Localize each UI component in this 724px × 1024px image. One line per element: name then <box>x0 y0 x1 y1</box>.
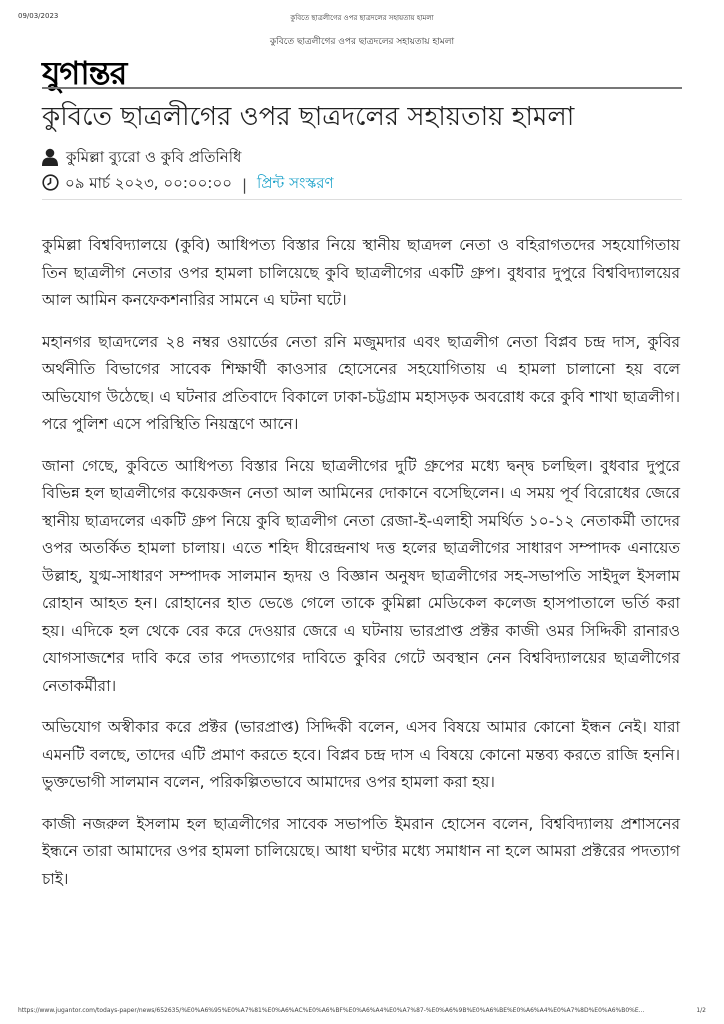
print-edition-link[interactable]: প্রিন্ট সংস্করণ <box>257 174 334 192</box>
article-paragraph: অভিযোগ অস্বীকার করে প্রক্টর (ভারপ্রাপ্ত) সিদ্দিকী বলেন, এসব বিষয়ে আমার কোনো ইন্ধন নেই। যারা এমনটি বলছে, তাদের এটি প্রমাণ করতে হবে। বিপ্লব চন্দ্র দাস এ বিষয়ে কোনো মন্তব্য করতে রাজি হননি। ভুক্তভোগী সালমান বলেন, পরিকল্পিতভাবে আমাদের ওপর হামলা করা হয়। <box>42 718 680 791</box>
separator: | <box>241 175 248 194</box>
article-body <box>42 232 680 907</box>
header-divider <box>42 87 682 89</box>
jugantor-logo[interactable]: যুগান্তর <box>42 54 127 92</box>
meta-divider <box>42 199 682 200</box>
page-subtitle: কুবিতে ছাত্রলীগের ওপর ছাত্রদলের সহায়তায় হামলা <box>269 37 455 47</box>
byline <box>42 146 241 171</box>
page-url: https://www.jugantor.com/todays-paper/news/652635/%E0%A6%95%E0%A7%81%E0%A6%AC%E0%A6%BF%E0%A6%A4%E0%A7%87-%E0%A6%9B%E0%A6%BE%E0%A6%A4%E0%A7%8D%E0%A6%B0%E... <box>18 1007 645 1014</box>
article-paragraph: জানা গেছে, কুবিতে আধিপত্য বিস্তার নিয়ে ছাত্রলীগের দুটি গ্রুপের মধ্যে দ্বন্দ্ব চলছিল। বুধবার দুপুরে বিভিন্ন হল ছাত্রলীগের কয়েকজন নেতা আল আমিনের দোকানে বসেছিলেন। এ সময় পূর্ব বিরোধের জেরে স্থানীয় ছাত্রদলের একটি গ্রুপ নিয়ে কুবি ছাত্রলীগ নেতা রেজা-ই-এলাহী সমর্থিত ১০-১২ নেতাকর্মী তাদের ওপর অতর্কিত হামলা চালায়। এতে শহিদ ধীরেন্দ্রনাথ দত্ত হলের ছাত্রলীগের সাধারণ সম্পাদক এনায়েত উল্লাহ, যুগ্ম-সাধারণ সম্পাদক সালমান হৃদয় ও বিজ্ঞান অনুষদ ছাত্রলীগের সহ-সভাপতি সাইদুল ইসলাম রোহান আহত হন। রোহানের হাত ভেঙে গেলে তাকে কুমিল্লা মেডিকেল কলেজ হাসপাতালে ভর্তি করা হয়। এদিকে হল থেকে বের করে দেওয়ার জেরে এ ঘটনায় ভারপ্রাপ্ত প্রক্টর কাজী ওমর সিদ্দিকী রানারও যোগসাজশের দাবি করে তার পদত্যাগের দাবিতে কুবির গেটে অবস্থান নেন বিশ্ববিদ্যালয়ের ছাত্রলীগের নেতাকর্মীরা। <box>42 456 680 695</box>
dateline <box>42 172 334 197</box>
print-footer <box>18 1007 706 1016</box>
article-paragraph: মহানগর ছাত্রদলের ২৪ নম্বর ওয়ার্ডের নেতা রনি মজুমদার এবং ছাত্রলীগ নেতা বিপ্লব চন্দ্র দাস, কুবির অর্থনীতি বিভাগের সাবেক শিক্ষার্থী কাওসার হোসেনের সহযোগিতায় এ হামলা চালানো হয় বলে অভিযোগ উঠেছে। এ ঘটনার প্রতিবাদে বিকালে ঢাকা-চট্টগ্রাম মহাসড়ক অবরোধ করে কুবি শাখা ছাত্রলীগ। পরে পুলিশ এসে পরিস্থিতি নিয়ন্ত্রণে আনে। <box>42 332 680 433</box>
print-page-title: কুবিতে ছাত্রলীগের ওপর ছাত্রদলের সহায়তায় হামলা <box>290 14 434 22</box>
article-paragraph: কুমিল্লা বিশ্ববিদ্যালয়ে (কুবি) আধিপত্য বিস্তার নিয়ে স্থানীয় ছাত্রদল নেতা ও বহিরাগতদের সহযোগিতায় তিন ছাত্রলীগ নেতার ওপর হামলা চালিয়েছে কুবি ছাত্রলীগের একটি গ্রুপ। বুধবার দুপুরে বিশ্ববিদ্যালয়ের আল আমিন কনফেকশনারির সামনে এ ঘটনা ঘটে। <box>42 236 680 309</box>
page-number: 1/2 <box>696 1007 706 1014</box>
user-icon <box>42 148 58 170</box>
article-paragraph: কাজী নজরুল ইসলাম হল ছাত্রলীগের সাবেক সভাপতি ইমরান হোসেন বলেন, বিশ্ববিদ্যালয় প্রশাসনের ইন্ধনে তারা আমাদের ওপর হামলা চালিয়েছে। আধা ঘণ্টার মধ্যে সমাধান না হলে আমরা প্রক্টরের পদত্যাগ চাই। <box>42 814 680 888</box>
publish-datetime: ০৯ মার্চ ২০২৩, ০০:০০:০০ <box>65 174 232 192</box>
print-date: 09/03/2023 <box>18 12 59 20</box>
author-name: কুমিল্লা ব্যুরো ও কুবি প্রতিনিধি <box>66 148 242 166</box>
clock-icon <box>42 174 59 195</box>
article-title: কুবিতে ছাত্রলীগের ওপর ছাত্রদলের সহায়তায় হামলা <box>42 102 575 132</box>
